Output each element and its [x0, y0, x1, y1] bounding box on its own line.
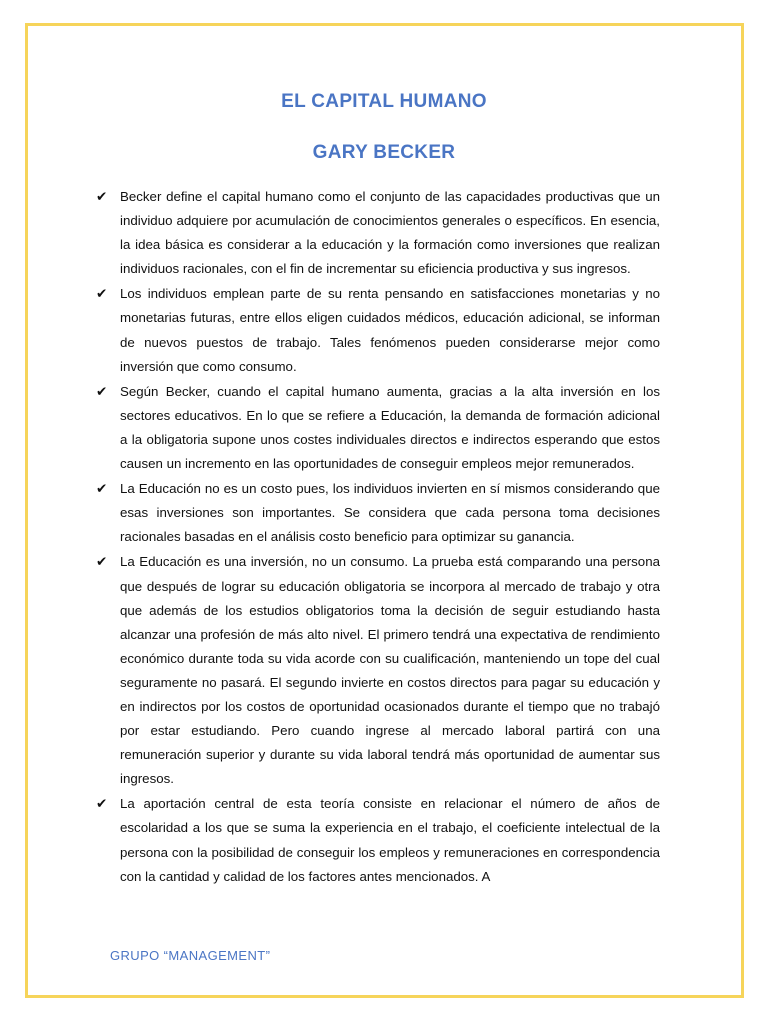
bullet-text: La Educación es una inversión, no un consumo. La prueba está comparando una persona que después de lograr su educación obligatoria se incorpora al mercado de trabajo y otra que además de los estudios obligatorios toma la decisión de seguir estudiando hasta alcanzar una profesión de más alto nivel. El primero tendrá una expectativa de rendimiento económico durante toda su vida acorde con su cualificación, manteniendo un tope del cual seguramente no pasará. El segundo invierte en costos directos para pagar su educación y en indirectos por los costos de oportunidad ocasionados durante el tiempo que no trabajó por estar estudiando. Pero cuando ingrese al mercado laboral partirá con una remuneración superior y durante su vida laboral tendrá más oportunidad de aumentar sus ingresos. [120, 554, 660, 787]
bullet-item [95, 185, 660, 281]
bullet-text: La Educación no es un costo pues, los individuos invierten en sí mismos considerando que esas inversiones son importantes. Se considera que cada persona toma decisiones racionales basadas en el análisis costo beneficio para optimizar su ganancia. [120, 481, 660, 545]
bullet-item [95, 550, 660, 791]
bullet-item [95, 282, 660, 378]
check-mark-icon: ✔ [96, 796, 108, 812]
bullet-item [95, 477, 660, 549]
bullet-item [95, 792, 660, 888]
check-mark-icon: ✔ [96, 286, 108, 302]
bullet-item [95, 380, 660, 476]
document-title: EL CAPITAL HUMANO [281, 91, 487, 112]
footer-group-name: GRUPO “MANAGEMENT” [110, 948, 271, 963]
check-mark-icon: ✔ [96, 383, 108, 399]
check-mark-icon: ✔ [96, 189, 108, 204]
bullet-text: Los individuos emplean parte de su renta pensando en satisfacciones monetarias y no monetarias futuras, entre ellos eligen cuidados médicos, educación adicional, se informan de nuevos puestos de trabajo. Tales fenómenos pueden considerarse mejor como inversión que como consumo. [120, 286, 660, 374]
bullet-text: Becker define el capital humano como el conjunto de las capacidades productivas que un individuo adquiere por acumulación de conocimientos generales o específicos. En esencia, la idea básica es considerar a la educación y la formación como inversiones que realizan individuos racionales, con el fin de incrementar su eficiencia productiva y sus ingresos. [120, 189, 660, 277]
check-mark-icon: ✔ [96, 554, 108, 570]
document-subtitle: GARY BECKER [312, 142, 456, 163]
bullet-list [95, 185, 660, 888]
bullet-text: La aportación central de esta teoría consiste en relacionar el número de años de escolaridad a los que se suma la experiencia en el trabajo, el coeficiente intelectual de la persona con la posibilidad de conseguir los empleos y remuneraciones en correspondencia con la cantidad y calidad de los factores antes mencionados. A [120, 796, 660, 884]
bullet-text: Según Becker, cuando el capital humano aumenta, gracias a la alta inversión en los sectores educativos. En lo que se refiere a Educación, la demanda de formación adicional a la obligatoria supone unos costes individuales directos e indirectos esperando que estos causen un incremento en las oportunidades de conseguir empleos mejor remunerados. [120, 383, 660, 472]
check-mark-icon: ✔ [96, 481, 108, 497]
